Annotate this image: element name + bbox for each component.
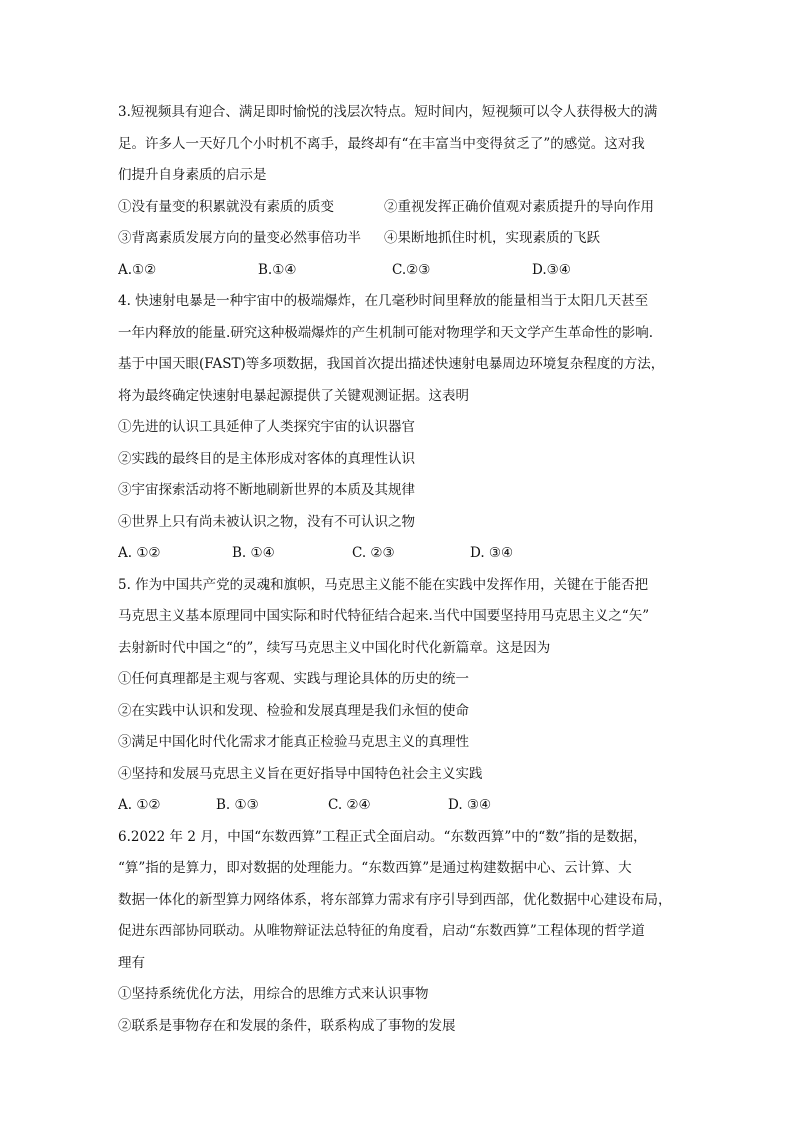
q3-option-c[interactable]: C.②③ xyxy=(392,261,431,278)
q4-option-d[interactable]: D. ③④ xyxy=(470,545,514,561)
q5-option-a[interactable]: A. ①② xyxy=(118,797,161,813)
q5-stem-line-2: 马克思主义基本原理同中国实际和时代特征结合起来.当代中国要坚持用马克思主义之“矢” xyxy=(118,608,650,624)
q4-statement-4: ④世界上只有尚未被认识之物，没有不可认识之物 xyxy=(118,513,415,530)
q5-stem-line-1: 5. 作为中国共产党的灵魂和旗帜，马克思主义能不能在实践中发挥作用，关键在于能否把 xyxy=(118,576,649,593)
q4-stem-line-1: 4. 快速射电暴是一种宇宙中的极端爆炸，在几毫秒时间里释放的能量相当于太阳几天甚至 xyxy=(118,293,649,309)
q3-statement-2: ②重视发挥正确价值观对素质提升的导向作用 xyxy=(384,198,654,215)
q5-statement-3: ③满足中国化时代化需求才能真正检验马克思主义的真理性 xyxy=(118,734,469,750)
q5-statement-1: ①任何真理都是主观与客观、实践与理论具体的历史的统一 xyxy=(118,671,469,687)
q4-stem-line-4: 将为最终确定快速射电暴起源提供了关键观测证据。这表明 xyxy=(118,387,469,404)
q5-option-b[interactable]: B. ①③ xyxy=(216,797,259,813)
q3-option-a[interactable]: A.①② xyxy=(118,261,157,278)
q3-stem-line-2: 足。许多人一天好几个小时机不离手，最终却有“在丰富当中变得贫乏了”的感觉。这对我 xyxy=(118,135,645,152)
question-6 xyxy=(118,822,678,1043)
q4-option-c[interactable]: C. ②③ xyxy=(352,545,395,561)
q4-stem-line-2: 一年内释放的能量.研究这种极端爆炸的产生机制可能对物理学和天文学产生革命性的影响. xyxy=(118,324,654,341)
q3-statement-3: ③背离素质发展方向的量变必然事倍功半 xyxy=(118,230,361,246)
q6-stem-line-1: 6.2022 年 2 月，中国“东数西算”工程正式全面启动。“东数西算”中的“数”指的是数据， xyxy=(118,828,647,845)
q4-options xyxy=(118,538,678,570)
q3-option-b[interactable]: B.①④ xyxy=(258,261,297,278)
question-4 xyxy=(118,286,678,570)
q3-statements-row-2 xyxy=(118,223,678,255)
q5-options xyxy=(118,790,678,822)
q6-statement-1: ①坚持系统优化方法，用综合的思维方式来认识事物 xyxy=(118,986,429,1002)
q5-statement-2: ②在实践中认识和发现、检验和发展真理是我们永恒的使命 xyxy=(118,702,469,719)
q5-option-d[interactable]: D. ③④ xyxy=(448,797,492,813)
q3-statement-1: ①没有量变的积累就没有素质的质变 xyxy=(118,198,334,215)
question-3 xyxy=(118,97,678,286)
q4-statement-2: ②实践的最终目的是主体形成对客体的真理性认识 xyxy=(118,450,415,467)
q5-statement-4: ④坚持和发展马克思主义旨在更好指导中国特色社会主义实践 xyxy=(118,765,483,782)
q3-options xyxy=(118,255,678,287)
q5-stem-line-3: 去射新时代中国之“的”，续写马克思主义中国化时代化新篇章。这是因为 xyxy=(118,639,551,656)
q4-statement-1: ①先进的认识工具延伸了人类探究宇宙的认识器官 xyxy=(118,419,415,435)
q3-stem-line-1: 3.短视频具有迎合、满足即时愉悦的浅层次特点。短时间内，短视频可以令人获得极大的满 xyxy=(118,104,658,120)
q6-stem-line-3: 数据一体化的新型算力网络体系，将东部算力需求有序引导到西部，优化数据中心建设布局， xyxy=(118,891,672,908)
q4-statement-3: ③宇宙探索活动将不断地刷新世界的本质及其规律 xyxy=(118,482,415,498)
q6-stem-line-2: “算”指的是算力，即对数据的处理能力。“东数西算”是通过构建数据中心、云计算、大 xyxy=(118,860,632,876)
exam-content xyxy=(118,97,678,1042)
q6-stem-line-4: 促进东西部协同联动。从唯物辩证法总特征的角度看，启动“东数西算”工程体现的哲学道 xyxy=(118,923,645,939)
q4-option-b[interactable]: B. ①④ xyxy=(232,545,275,561)
q4-stem-line-3: 基于中国天眼(FAST)等多项数据，我国首次提出描述快速射电暴周边环境复杂程度的方法， xyxy=(118,356,665,372)
question-5 xyxy=(118,570,678,822)
q6-stem-line-5: 理有 xyxy=(118,954,145,971)
q3-statement-4: ④果断地抓住时机，实现素质的飞跃 xyxy=(384,230,600,246)
q3-stem-line-3: 们提升自身素质的启示是 xyxy=(118,167,267,183)
q4-option-a[interactable]: A. ①② xyxy=(118,545,161,561)
q3-option-d[interactable]: D.③④ xyxy=(532,261,571,278)
q3-statements-row-1 xyxy=(118,192,678,224)
q5-option-c[interactable]: C. ②④ xyxy=(328,797,371,813)
q6-statement-2: ②联系是事物存在和发展的条件，联系构成了事物的发展 xyxy=(118,1017,456,1034)
